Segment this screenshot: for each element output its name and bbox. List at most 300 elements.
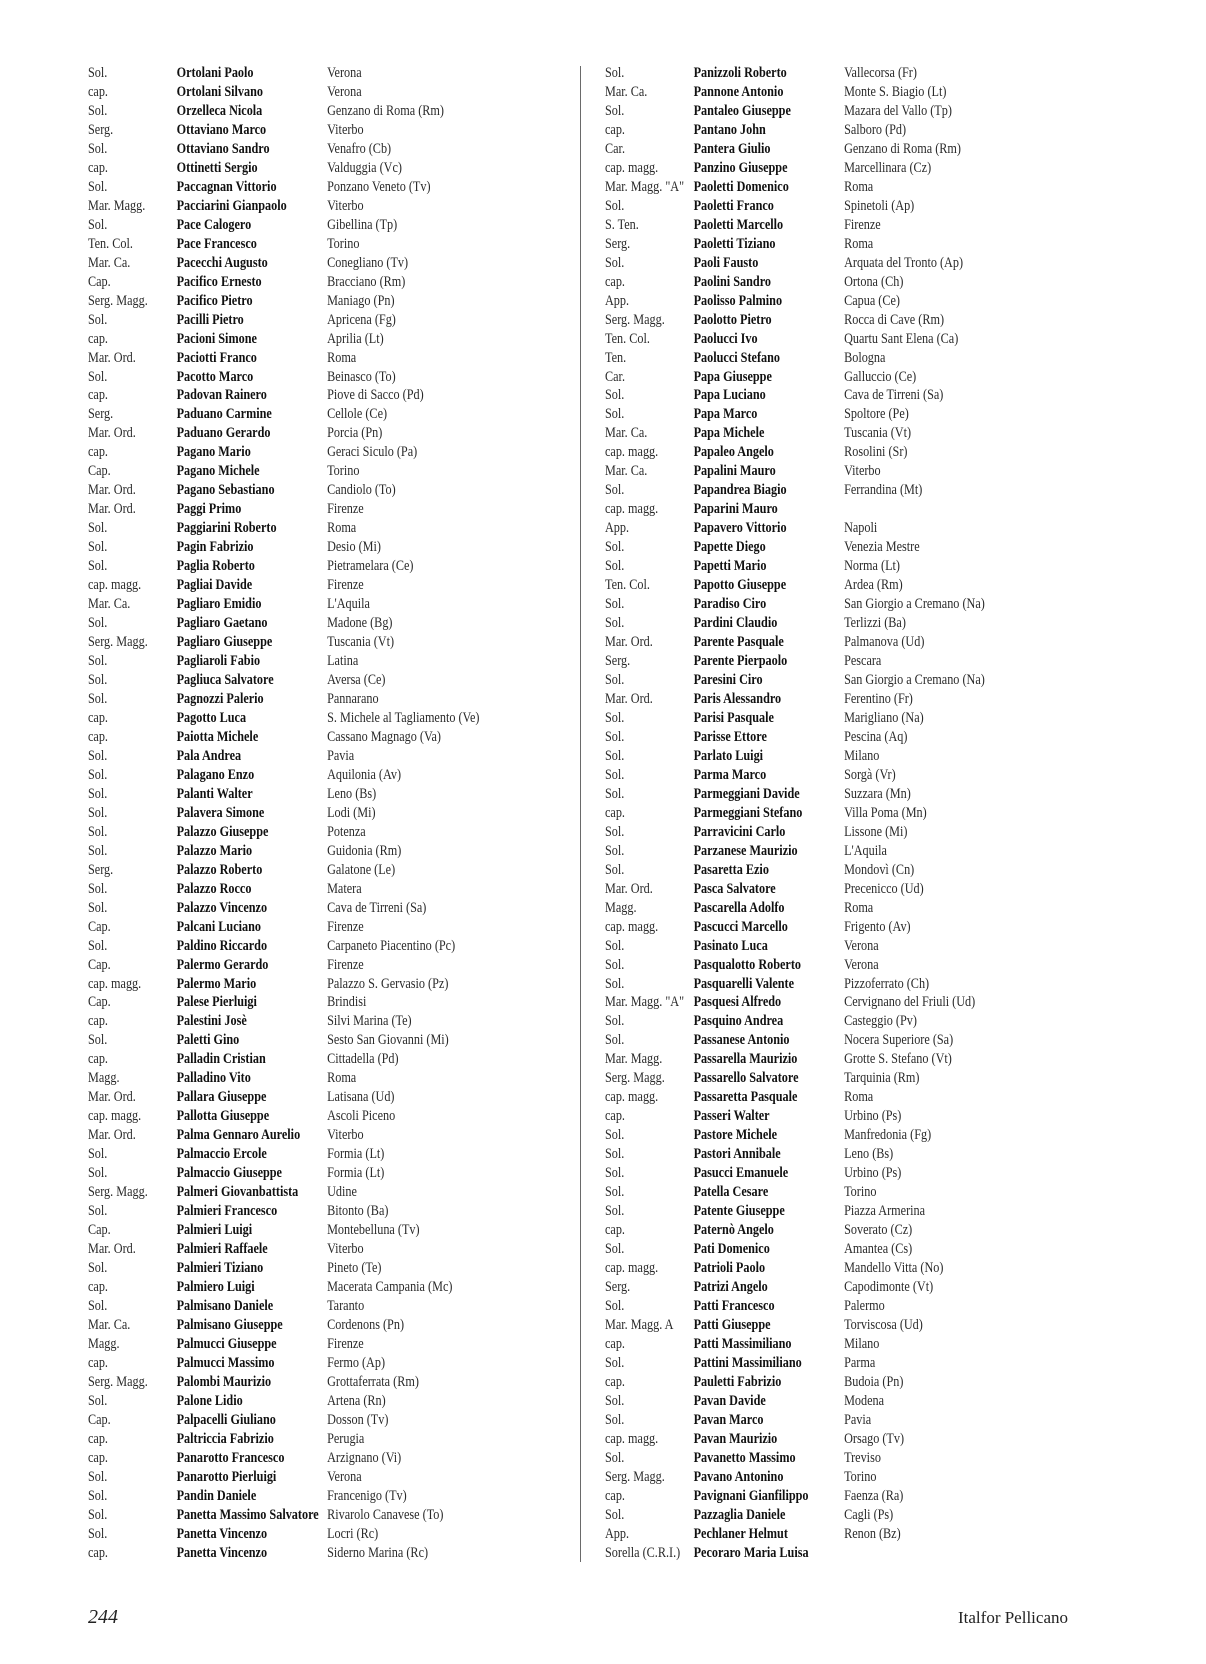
birthplace: Sesto San Giovanni (Mi): [327, 1032, 449, 1049]
rank-label: Sol.: [605, 539, 625, 556]
birthplace: Roma: [327, 349, 357, 366]
person-name: Pagano Sebastiano: [176, 482, 275, 499]
person-name: Pavan Davide: [693, 1392, 766, 1409]
person-name: Paoletti Franco: [693, 197, 774, 214]
birthplace: Ardea (Rm): [844, 577, 903, 594]
birthplace: Norma (Lt): [844, 558, 900, 575]
roster-entry: [605, 1411, 1033, 1430]
person-name: Paiotta Michele: [176, 728, 259, 745]
person-name: Paglia Roberto: [176, 558, 255, 575]
person-name: Palladino Vito: [176, 1070, 251, 1087]
rank-label: Sol.: [605, 956, 625, 973]
roster-entry: [88, 64, 516, 83]
rank-label: Mar. Ca.: [605, 83, 648, 100]
birthplace: Guidonia (Rm): [327, 842, 402, 859]
rank-label: Mar. Magg. A: [605, 1316, 674, 1333]
birthplace: Firenze: [844, 216, 881, 233]
rank-label: cap.: [605, 804, 625, 821]
roster-entry: [605, 1221, 1033, 1240]
birthplace: Geraci Siculo (Pa): [327, 444, 418, 461]
roster-entry: [88, 1050, 516, 1069]
birthplace: Amantea (Cs): [844, 1241, 913, 1258]
person-name: Pecoraro Maria Luisa: [693, 1544, 809, 1561]
roster-entry: [88, 1373, 516, 1392]
roster-entry: [88, 1297, 516, 1316]
rank-label: cap. magg.: [605, 159, 659, 176]
birthplace: Spoltore (Pe): [844, 406, 909, 423]
person-name: Papavero Vittorio: [693, 520, 787, 537]
birthplace: Pavia: [327, 747, 355, 764]
person-name: Papetti Mario: [693, 558, 767, 575]
birthplace: Terlizzi (Ba): [844, 615, 906, 632]
roster-entry: [605, 1316, 1033, 1335]
person-name: Pasaretta Ezio: [693, 861, 769, 878]
birthplace: Firenze: [327, 501, 364, 518]
birthplace: Taranto: [327, 1297, 365, 1314]
person-name: Parmeggiani Davide: [693, 785, 800, 802]
roster-entry: [605, 311, 1033, 330]
rank-label: Serg. Magg.: [605, 1468, 665, 1485]
person-name: Orzelleca Nicola: [176, 102, 263, 119]
person-name: Papette Diego: [693, 539, 766, 556]
birthplace: Pescara: [844, 653, 882, 670]
rank-label: cap.: [88, 728, 108, 745]
birthplace: Roma: [327, 520, 357, 537]
person-name: Pantera Giulio: [693, 140, 771, 157]
roster-entry: [605, 368, 1033, 387]
roster-entry: [88, 690, 516, 709]
roster-entry: [605, 500, 1033, 519]
person-name: Pagotto Luca: [176, 709, 247, 726]
person-name: Paoli Fausto: [693, 254, 759, 271]
roster-entry: [605, 1449, 1033, 1468]
roster-entry: [605, 1468, 1033, 1487]
rank-label: cap.: [88, 330, 108, 347]
birthplace: Precenicco (Ud): [844, 880, 924, 897]
birthplace: Suzzara (Mn): [844, 785, 911, 802]
birthplace: Carpaneto Piacentino (Pc): [327, 937, 456, 954]
person-name: Patente Giuseppe: [693, 1203, 785, 1220]
person-name: Passarella Maurizio: [693, 1051, 798, 1068]
rank-label: Sol.: [88, 1468, 108, 1485]
rank-label: Sol.: [605, 197, 625, 214]
roster-entry: [605, 538, 1033, 557]
roster-entry: [88, 424, 516, 443]
birthplace: Macerata Campania (Mc): [327, 1279, 453, 1295]
rank-label: Sol.: [88, 1525, 108, 1542]
rank-label: Sol.: [88, 937, 108, 954]
birthplace: Pizzoferrato (Ch): [844, 975, 930, 992]
rank-label: cap.: [605, 121, 625, 138]
birthplace: Firenze: [327, 956, 364, 973]
rank-label: Mar. Magg.: [605, 1051, 663, 1068]
birthplace: S. Michele al Tagliamento (Ve): [327, 709, 480, 726]
birthplace: Bracciano (Rm): [327, 273, 406, 290]
person-name: Palmisano Daniele: [176, 1297, 274, 1314]
birthplace: Montebelluna (Tv): [327, 1222, 420, 1239]
rank-label: Sol.: [88, 842, 108, 859]
rank-label: cap.: [605, 1108, 625, 1125]
person-name: Panzino Giuseppe: [693, 159, 788, 176]
roster-entry: [605, 1259, 1033, 1278]
roster-entry: [88, 1544, 516, 1563]
rank-label: Serg.: [88, 121, 114, 138]
person-name: Pagliaroli Fabio: [176, 653, 261, 670]
rank-label: Sol.: [605, 709, 625, 726]
birthplace: Sorgà (Vr): [844, 766, 896, 783]
birthplace: Viterbo: [327, 1127, 364, 1144]
birthplace: Aquilonia (Av): [327, 766, 402, 783]
rank-label: cap. magg.: [605, 918, 659, 935]
rank-label: Magg.: [88, 1335, 120, 1352]
person-name: Paoletti Marcello: [693, 216, 784, 233]
birthplace: Cordenons (Pn): [327, 1316, 405, 1333]
birthplace: Silvi Marina (Te): [327, 1013, 412, 1030]
roster-entry: [88, 937, 516, 956]
roster-entry: [605, 1373, 1033, 1392]
person-name: Paccagnan Vittorio: [176, 178, 277, 195]
rank-label: Sol.: [88, 140, 108, 157]
birthplace: Formia (Lt): [327, 1146, 385, 1163]
birthplace: Treviso: [844, 1449, 881, 1466]
rank-label: Sol.: [605, 1146, 625, 1163]
rank-label: Sol.: [88, 1032, 108, 1049]
rank-label: cap.: [88, 1013, 108, 1030]
birthplace: Firenze: [327, 577, 364, 594]
roster-entry: [605, 349, 1033, 368]
roster-entry: [605, 709, 1033, 728]
rank-label: Sol.: [88, 823, 108, 840]
roster-entry: [88, 1183, 516, 1202]
roster-entry: [88, 462, 516, 481]
person-name: Pacifico Ernesto: [176, 273, 262, 290]
person-name: Palombi Maurizio: [176, 1373, 272, 1390]
roster-entry: [88, 918, 516, 937]
rank-label: Sol.: [605, 558, 625, 575]
birthplace: Piove di Sacco (Pd): [327, 387, 424, 404]
rank-label: Sol.: [605, 1506, 625, 1523]
person-name: Pacioni Simone: [176, 330, 257, 347]
rank-label: S. Ten.: [605, 216, 639, 233]
rank-label: Mar. Ord.: [88, 1127, 136, 1144]
birthplace: Viterbo: [327, 1241, 364, 1258]
birthplace: Palmanova (Ud): [844, 634, 925, 651]
publication-title: Italfor Pellicano: [958, 1608, 1068, 1627]
person-name: Ottaviano Marco: [176, 121, 267, 138]
person-name: Pazzaglia Daniele: [693, 1506, 786, 1523]
roster-entry: [88, 1392, 516, 1411]
rank-label: cap.: [605, 1373, 625, 1390]
birthplace: Formia (Lt): [327, 1165, 385, 1182]
birthplace: Urbino (Ps): [844, 1108, 902, 1125]
birthplace: Spinetoli (Ap): [844, 197, 915, 214]
roster-entry: [605, 690, 1033, 709]
person-name: Paduano Carmine: [176, 406, 272, 423]
rank-label: Sol.: [88, 1487, 108, 1504]
rank-label: Sol.: [605, 975, 625, 992]
person-name: Panetta Vincenzo: [176, 1525, 268, 1542]
person-name: Pandin Daniele: [176, 1487, 257, 1504]
birthplace: Pescina (Aq): [844, 728, 908, 745]
roster-entry: [88, 368, 516, 387]
rank-label: Serg.: [605, 1279, 631, 1295]
person-name: Palazzo Rocco: [176, 880, 252, 897]
person-name: Palmieri Tiziano: [176, 1260, 264, 1277]
person-name: Paolucci Stefano: [693, 349, 780, 366]
rank-label: Sol.: [605, 1411, 625, 1428]
birthplace: Galatone (Le): [327, 861, 396, 878]
birthplace: Rosolini (Sr): [844, 444, 908, 461]
person-name: Paggi Primo: [176, 501, 242, 518]
birthplace: Galluccio (Ce): [844, 368, 917, 385]
roster-entry: [88, 1012, 516, 1031]
rank-label: Mar. Ord.: [88, 482, 136, 499]
roster-entry: [605, 1487, 1033, 1506]
person-name: Passarello Salvatore: [693, 1070, 799, 1087]
birthplace: Pavia: [844, 1411, 872, 1428]
birthplace: Tuscania (Vt): [844, 425, 912, 442]
birthplace: Potenza: [327, 823, 366, 840]
birthplace: Verona: [327, 83, 362, 100]
person-name: Pavano Antonino: [693, 1468, 784, 1485]
person-name: Panizzoli Roberto: [693, 65, 787, 81]
roster-entry: [605, 1126, 1033, 1145]
person-name: Palmieri Raffaele: [176, 1241, 268, 1258]
rank-label: Sorella (C.R.I.): [605, 1544, 681, 1561]
rank-label: Sol.: [88, 1260, 108, 1277]
roster-entry: [605, 481, 1033, 500]
rank-label: Sol.: [88, 804, 108, 821]
roster-entry: [605, 1164, 1033, 1183]
rank-label: Sol.: [88, 1165, 108, 1182]
person-name: Pace Calogero: [176, 216, 252, 233]
person-name: Pasquesi Alfredo: [693, 994, 782, 1011]
birthplace: Matera: [327, 880, 362, 897]
rank-label: Sol.: [605, 785, 625, 802]
roster-entry: [605, 1050, 1033, 1069]
rank-label: cap.: [88, 709, 108, 726]
person-name: Patti Francesco: [693, 1297, 775, 1314]
roster-entry: [88, 83, 516, 102]
roster-entry: [88, 652, 516, 671]
roster-entry: [605, 576, 1033, 595]
rank-label: Cap.: [88, 273, 111, 290]
rank-label: Sol.: [605, 672, 625, 688]
rank-label: cap.: [88, 1449, 108, 1466]
rank-label: cap.: [88, 1430, 108, 1447]
rank-label: Sol.: [88, 216, 108, 233]
person-name: Palmaccio Giuseppe: [176, 1165, 282, 1182]
roster-entry: [605, 1145, 1033, 1164]
person-name: Palmiero Luigi: [176, 1279, 255, 1295]
birthplace: Valduggia (Vc): [327, 159, 402, 176]
person-name: Papa Michele: [693, 425, 765, 442]
roster-entry: [605, 1430, 1033, 1449]
roster-entry: [88, 405, 516, 424]
rank-label: Sol.: [605, 1241, 625, 1258]
person-name: Pasucci Emanuele: [693, 1165, 789, 1182]
person-name: Palma Gennaro Aurelio: [176, 1127, 301, 1144]
rank-label: Sol.: [605, 937, 625, 954]
roster-entry: [88, 1354, 516, 1373]
person-name: Patrioli Paolo: [693, 1260, 766, 1277]
roster-entry: [605, 1544, 1033, 1563]
roster-entry: [88, 102, 516, 121]
person-name: Pallotta Giuseppe: [176, 1108, 270, 1125]
person-name: Palese Pierluigi: [176, 994, 257, 1011]
roster-entry: [605, 178, 1033, 197]
person-name: Parlato Luigi: [693, 747, 764, 764]
birthplace: Cervignano del Friuli (Ud): [844, 994, 976, 1011]
roster-entry: [88, 1221, 516, 1240]
person-name: Parmeggiani Stefano: [693, 804, 803, 821]
person-name: Paris Alessandro: [693, 690, 782, 707]
birthplace: Mazara del Vallo (Tp): [844, 102, 952, 119]
roster-entry: [88, 1487, 516, 1506]
roster-entry: [605, 273, 1033, 292]
rank-label: cap. magg.: [605, 501, 659, 518]
birthplace: Madone (Bg): [327, 615, 393, 632]
roster-entry: [605, 899, 1033, 918]
person-name: Paparini Mauro: [693, 501, 778, 518]
rank-label: Mar. Ord.: [605, 690, 653, 707]
birthplace: Capodimonte (Vt): [844, 1279, 934, 1295]
birthplace: Frigento (Av): [844, 918, 911, 935]
roster-entry: [605, 633, 1033, 652]
birthplace: Leno (Bs): [327, 785, 377, 802]
roster-entry: [88, 766, 516, 785]
person-name: Pagliaro Gaetano: [176, 615, 268, 632]
birthplace: Torino: [327, 235, 360, 252]
roster-entry: [605, 804, 1033, 823]
birthplace: Bitonto (Ba): [327, 1203, 389, 1220]
person-name: Pastori Annibale: [693, 1146, 781, 1163]
person-name: Pastore Michele: [693, 1127, 778, 1144]
person-name: Parravicini Carlo: [693, 823, 786, 840]
rank-label: Sol.: [605, 747, 625, 764]
rank-label: cap.: [88, 387, 108, 404]
rank-label: Ten. Col.: [88, 235, 133, 252]
person-name: Passeri Walter: [693, 1108, 770, 1125]
person-name: Papotto Giuseppe: [693, 577, 787, 594]
rank-label: Ten. Col.: [605, 577, 650, 594]
rank-label: Sol.: [605, 728, 625, 745]
person-name: Pasca Salvatore: [693, 880, 776, 897]
birthplace: Ferrandina (Mt): [844, 482, 923, 499]
roster-entry: [88, 538, 516, 557]
rank-label: Sol.: [88, 766, 108, 783]
rank-label: Sol.: [605, 615, 625, 632]
roster-entry: [88, 500, 516, 519]
rank-label: Mar. Magg.: [88, 197, 146, 214]
person-name: Pattini Massimiliano: [693, 1354, 802, 1371]
roster-entry: [605, 766, 1033, 785]
rank-label: Mar. Ca.: [605, 425, 648, 442]
roster-entry: [605, 235, 1033, 254]
roster-entry: [605, 861, 1033, 880]
rank-label: cap.: [605, 1222, 625, 1239]
roster-entry: [605, 1525, 1033, 1544]
roster-entry: [605, 1297, 1033, 1316]
person-name: Pascucci Marcello: [693, 918, 788, 935]
rank-label: cap. magg.: [605, 1260, 659, 1277]
roster-entry: [605, 671, 1033, 690]
person-name: Palcani Luciano: [176, 918, 261, 935]
roster-entry: [88, 956, 516, 975]
person-name: Palmieri Luigi: [176, 1222, 253, 1239]
rank-label: App.: [605, 520, 630, 537]
rank-label: cap.: [605, 273, 625, 290]
roster-entry: [605, 121, 1033, 140]
roster-entry: [88, 728, 516, 747]
roster-entry: [605, 1012, 1033, 1031]
birthplace: Locri (Rc): [327, 1525, 379, 1542]
birthplace: Dosson (Tv): [327, 1411, 389, 1428]
birthplace: Grottaferrata (Rm): [327, 1373, 419, 1390]
birthplace: Cittadella (Pd): [327, 1051, 399, 1068]
roster-entry: [605, 216, 1033, 235]
roster-entry: [605, 785, 1033, 804]
rank-label: cap. magg.: [88, 975, 142, 992]
birthplace: Pannarano: [327, 690, 379, 707]
person-name: Paciotti Franco: [176, 349, 257, 366]
birthplace: San Giorgio a Cremano (Na): [844, 596, 985, 613]
birthplace: Verona: [844, 937, 879, 954]
person-name: Paolini Sandro: [693, 273, 771, 290]
birthplace: Fermo (Ap): [327, 1354, 386, 1371]
roster-entry: [605, 1107, 1033, 1126]
birthplace: Faenza (Ra): [844, 1487, 904, 1504]
birthplace: Ponzano Veneto (Tv): [327, 178, 431, 195]
rank-label: cap. magg.: [605, 444, 659, 461]
roster-entry: [605, 1392, 1033, 1411]
person-name: Pascarella Adolfo: [693, 899, 785, 916]
rank-label: Sol.: [88, 65, 108, 81]
rank-label: cap.: [88, 1051, 108, 1068]
rank-label: cap.: [605, 1335, 625, 1352]
birthplace: Arquata del Tronto (Ap): [844, 254, 964, 271]
birthplace: Budoia (Pn): [844, 1373, 904, 1390]
birthplace: Firenze: [327, 918, 364, 935]
rank-label: Sol.: [605, 254, 625, 271]
person-name: Palermo Mario: [176, 975, 257, 992]
roster-entry: [605, 823, 1033, 842]
roster-entry: [605, 330, 1033, 349]
roster-entry: [605, 1069, 1033, 1088]
birthplace: Rocca di Cave (Rm): [844, 311, 945, 328]
birthplace: Ascoli Piceno: [327, 1108, 396, 1125]
birthplace: Ortona (Ch): [844, 273, 904, 290]
rank-label: Car.: [605, 140, 625, 157]
birthplace: Perugia: [327, 1430, 365, 1447]
person-name: Pagano Michele: [176, 463, 260, 480]
roster-entry: [88, 709, 516, 728]
person-name: Pacotto Marco: [176, 368, 254, 385]
rank-label: Mar. Ord.: [88, 425, 136, 442]
rank-label: Sol.: [88, 311, 108, 328]
birthplace: Milano: [844, 1335, 880, 1352]
person-name: Parisse Ettore: [693, 728, 767, 745]
rank-label: Sol.: [605, 102, 625, 119]
rank-label: Sol.: [605, 406, 625, 423]
roster-entry: [88, 842, 516, 861]
person-name: Ottinetti Sergio: [176, 159, 258, 176]
rank-label: Cap.: [88, 956, 111, 973]
rank-label: Sol.: [605, 766, 625, 783]
birthplace: Napoli: [844, 520, 878, 537]
roster-entry: [605, 652, 1033, 671]
birthplace: Desio (Mi): [327, 539, 381, 556]
